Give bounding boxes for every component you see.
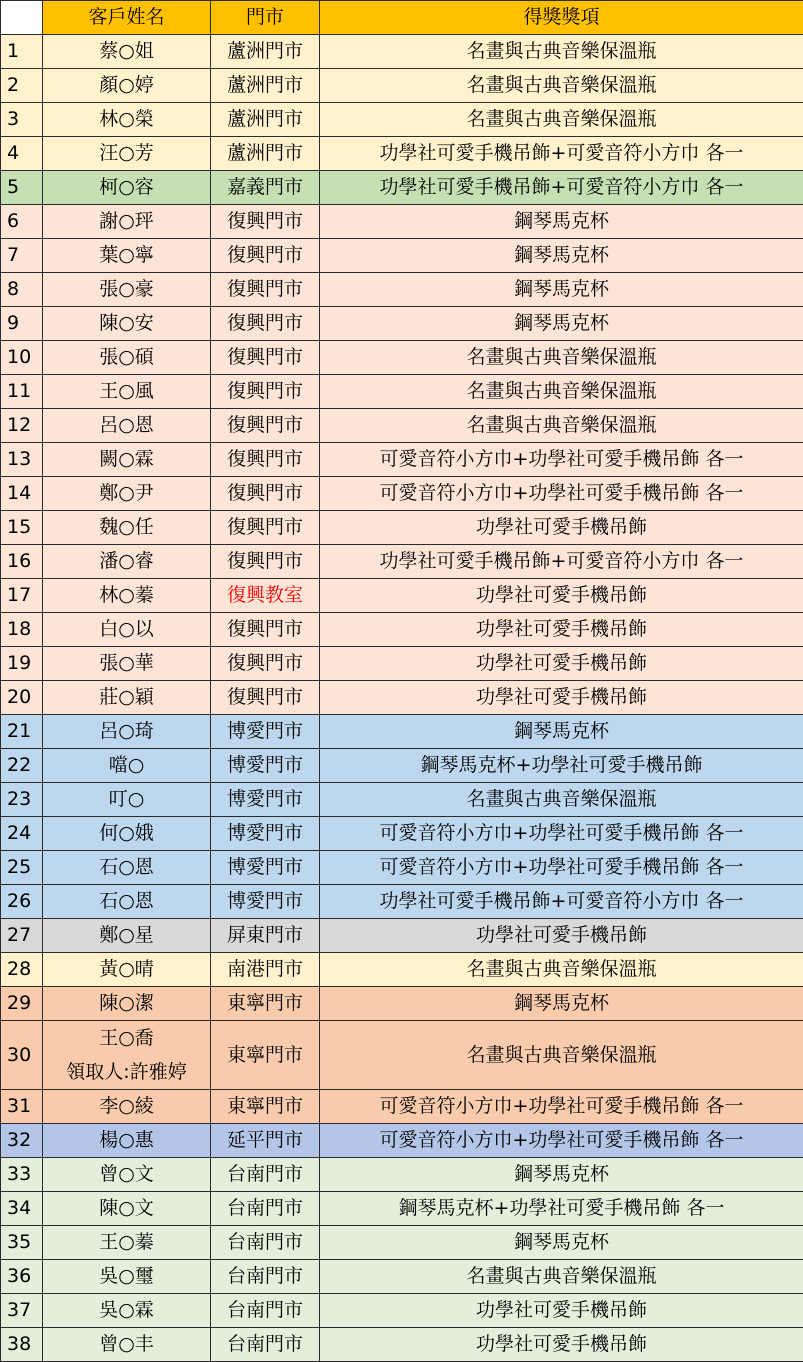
header-prize: 得獎獎項 [320, 1, 803, 35]
customer-name: 何○娥 [43, 817, 211, 851]
table-row [1, 1124, 803, 1158]
table-row [1, 545, 803, 579]
customer-name: 顏○婷 [43, 69, 211, 103]
store-name: 復興門市 [211, 239, 320, 273]
table-row [1, 851, 803, 885]
prize-name: 鋼琴馬克杯 [320, 1158, 803, 1192]
customer-name: 柯○容 [43, 171, 211, 205]
prize-name: 鋼琴馬克杯 [320, 239, 803, 273]
prize-name: 功學社可愛手機吊飾 [320, 511, 803, 545]
table-row [1, 987, 803, 1021]
prize-name: 鋼琴馬克杯 [320, 307, 803, 341]
store-name: 復興門市 [211, 205, 320, 239]
row-number: 11 [1, 375, 43, 409]
row-number: 2 [1, 69, 43, 103]
prize-name: 功學社可愛手機吊飾+可愛音符小方巾 各一 [320, 545, 803, 579]
store-name: 嘉義門市 [211, 171, 320, 205]
row-number: 3 [1, 103, 43, 137]
table-row [1, 341, 803, 375]
row-number: 1 [1, 35, 43, 69]
store-name: 復興門市 [211, 307, 320, 341]
prize-name: 名畫與古典音樂保溫瓶 [320, 783, 803, 817]
row-number: 31 [1, 1090, 43, 1124]
prize-name: 功學社可愛手機吊飾 [320, 613, 803, 647]
table-row [1, 69, 803, 103]
row-number: 7 [1, 239, 43, 273]
prize-name: 鋼琴馬克杯+功學社可愛手機吊飾 各一 [320, 1192, 803, 1226]
customer-name: 李○綾 [43, 1090, 211, 1124]
prize-name: 名畫與古典音樂保溫瓶 [320, 341, 803, 375]
customer-name: 曾○丰 [43, 1328, 211, 1362]
prize-name: 功學社可愛手機吊飾 [320, 1328, 803, 1362]
customer-name: 魏○任 [43, 511, 211, 545]
table-row [1, 239, 803, 273]
customer-name: 吳○霖 [43, 1294, 211, 1328]
row-number: 24 [1, 817, 43, 851]
table-row [1, 273, 803, 307]
customer-name: 張○碩 [43, 341, 211, 375]
table-row [1, 409, 803, 443]
prize-name: 功學社可愛手機吊飾 [320, 681, 803, 715]
header-row [1, 1, 803, 35]
prize-name: 鋼琴馬克杯 [320, 715, 803, 749]
store-name: 復興門市 [211, 613, 320, 647]
customer-name: 呂○恩 [43, 409, 211, 443]
prize-name: 名畫與古典音樂保溫瓶 [320, 409, 803, 443]
customer-name: 王○風 [43, 375, 211, 409]
table-row [1, 1021, 803, 1090]
customer-name: 陳○潔 [43, 987, 211, 1021]
store-name: 復興門市 [211, 375, 320, 409]
store-name: 復興門市 [211, 545, 320, 579]
store-name: 蘆洲門市 [211, 35, 320, 69]
row-number: 16 [1, 545, 43, 579]
row-number: 34 [1, 1192, 43, 1226]
store-name: 蘆洲門市 [211, 69, 320, 103]
row-number: 33 [1, 1158, 43, 1192]
row-number: 23 [1, 783, 43, 817]
table-row [1, 647, 803, 681]
customer-name: 陳○文 [43, 1192, 211, 1226]
row-number: 25 [1, 851, 43, 885]
row-number: 12 [1, 409, 43, 443]
row-number: 17 [1, 579, 43, 613]
prize-name: 鋼琴馬克杯 [320, 273, 803, 307]
customer-name: 石○恩 [43, 885, 211, 919]
prize-name: 可愛音符小方巾+功學社可愛手機吊飾 各一 [320, 851, 803, 885]
customer-name: 石○恩 [43, 851, 211, 885]
store-name: 復興門市 [211, 647, 320, 681]
winners-table-body [1, 35, 803, 1362]
store-name: 博愛門市 [211, 715, 320, 749]
customer-name: 楊○惠 [43, 1124, 211, 1158]
table-row [1, 1294, 803, 1328]
store-name: 復興門市 [211, 681, 320, 715]
prize-name: 可愛音符小方巾+功學社可愛手機吊飾 各一 [320, 443, 803, 477]
row-number: 6 [1, 205, 43, 239]
row-number: 21 [1, 715, 43, 749]
store-name: 復興門市 [211, 477, 320, 511]
row-number: 4 [1, 137, 43, 171]
row-number: 37 [1, 1294, 43, 1328]
store-name: 台南門市 [211, 1260, 320, 1294]
store-name: 延平門市 [211, 1124, 320, 1158]
table-row [1, 375, 803, 409]
table-row [1, 137, 803, 171]
customer-name-line: 王○喬 [43, 1021, 210, 1055]
prize-name: 名畫與古典音樂保溫瓶 [320, 953, 803, 987]
prize-name: 鋼琴馬克杯+功學社可愛手機吊飾 [320, 749, 803, 783]
prize-name: 功學社可愛手機吊飾+可愛音符小方巾 各一 [320, 137, 803, 171]
table-row [1, 511, 803, 545]
row-number: 28 [1, 953, 43, 987]
table-row [1, 307, 803, 341]
row-number: 15 [1, 511, 43, 545]
customer-name: 林○蓁 [43, 579, 211, 613]
customer-name: 張○華 [43, 647, 211, 681]
row-number: 20 [1, 681, 43, 715]
prize-name: 可愛音符小方巾+功學社可愛手機吊飾 各一 [320, 1090, 803, 1124]
prize-name: 功學社可愛手機吊飾 [320, 1294, 803, 1328]
row-number: 9 [1, 307, 43, 341]
table-row [1, 579, 803, 613]
prize-name: 鋼琴馬克杯 [320, 205, 803, 239]
customer-name [43, 1021, 211, 1090]
table-row [1, 35, 803, 69]
table-row [1, 919, 803, 953]
row-number: 29 [1, 987, 43, 1021]
store-name: 台南門市 [211, 1226, 320, 1260]
table-row [1, 885, 803, 919]
store-name: 博愛門市 [211, 783, 320, 817]
row-number: 10 [1, 341, 43, 375]
store-name: 博愛門市 [211, 817, 320, 851]
store-name: 東寧門市 [211, 1021, 320, 1090]
prize-name: 名畫與古典音樂保溫瓶 [320, 1021, 803, 1090]
table-row [1, 1226, 803, 1260]
store-name: 博愛門市 [211, 851, 320, 885]
prize-name: 名畫與古典音樂保溫瓶 [320, 103, 803, 137]
table-row [1, 1260, 803, 1294]
customer-name: 黃○晴 [43, 953, 211, 987]
row-number: 19 [1, 647, 43, 681]
customer-name: 噹○ [43, 749, 211, 783]
customer-name: 蔡○姐 [43, 35, 211, 69]
row-number: 35 [1, 1226, 43, 1260]
customer-name: 葉○寧 [43, 239, 211, 273]
row-number: 38 [1, 1328, 43, 1362]
store-name: 東寧門市 [211, 987, 320, 1021]
store-name: 東寧門市 [211, 1090, 320, 1124]
customer-name: 汪○芳 [43, 137, 211, 171]
store-name: 復興門市 [211, 409, 320, 443]
row-number: 13 [1, 443, 43, 477]
customer-name: 鄭○尹 [43, 477, 211, 511]
customer-name: 叮○ [43, 783, 211, 817]
table-row [1, 749, 803, 783]
store-name: 復興門市 [211, 273, 320, 307]
header-store: 門市 [211, 1, 320, 35]
store-name: 博愛門市 [211, 885, 320, 919]
customer-name: 莊○穎 [43, 681, 211, 715]
row-number: 26 [1, 885, 43, 919]
table-row [1, 681, 803, 715]
table-row [1, 783, 803, 817]
customer-name: 謝○玶 [43, 205, 211, 239]
table-row [1, 715, 803, 749]
pickup-person-line: 領取人:許雅婷 [43, 1055, 210, 1089]
store-name: 復興門市 [211, 511, 320, 545]
table-row [1, 953, 803, 987]
row-number: 18 [1, 613, 43, 647]
customer-name: 王○蓁 [43, 1226, 211, 1260]
table-row [1, 443, 803, 477]
store-name: 台南門市 [211, 1158, 320, 1192]
prize-name: 鋼琴馬克杯 [320, 1226, 803, 1260]
customer-name: 潘○睿 [43, 545, 211, 579]
row-number: 30 [1, 1021, 43, 1090]
store-name: 復興門市 [211, 443, 320, 477]
prize-name: 功學社可愛手機吊飾 [320, 919, 803, 953]
row-number: 22 [1, 749, 43, 783]
table-row [1, 1090, 803, 1124]
table-row [1, 477, 803, 511]
table-row [1, 103, 803, 137]
prize-name: 可愛音符小方巾+功學社可愛手機吊飾 各一 [320, 477, 803, 511]
table-row [1, 1192, 803, 1226]
table-row [1, 171, 803, 205]
prize-name: 鋼琴馬克杯 [320, 987, 803, 1021]
prize-name: 功學社可愛手機吊飾 [320, 647, 803, 681]
store-name: 屏東門市 [211, 919, 320, 953]
row-number: 8 [1, 273, 43, 307]
customer-name: 曾○文 [43, 1158, 211, 1192]
prize-name: 可愛音符小方巾+功學社可愛手機吊飾 各一 [320, 817, 803, 851]
row-number: 27 [1, 919, 43, 953]
row-number: 32 [1, 1124, 43, 1158]
table-row [1, 817, 803, 851]
customer-name: 吳○璽 [43, 1260, 211, 1294]
customer-name: 林○榮 [43, 103, 211, 137]
customer-name: 鄭○星 [43, 919, 211, 953]
prize-name: 名畫與古典音樂保溫瓶 [320, 375, 803, 409]
store-name: 復興門市 [211, 341, 320, 375]
store-name: 蘆洲門市 [211, 103, 320, 137]
header-customer-name: 客戶姓名 [43, 1, 211, 35]
store-name: 南港門市 [211, 953, 320, 987]
customer-name: 闕○霖 [43, 443, 211, 477]
prize-name: 功學社可愛手機吊飾+可愛音符小方巾 各一 [320, 885, 803, 919]
customer-name: 呂○琦 [43, 715, 211, 749]
store-name: 復興教室 [211, 579, 320, 613]
store-name: 台南門市 [211, 1328, 320, 1362]
prize-name: 名畫與古典音樂保溫瓶 [320, 1260, 803, 1294]
prize-name: 可愛音符小方巾+功學社可愛手機吊飾 各一 [320, 1124, 803, 1158]
table-row [1, 613, 803, 647]
store-name: 台南門市 [211, 1192, 320, 1226]
customer-name: 張○豪 [43, 273, 211, 307]
customer-name: 白○以 [43, 613, 211, 647]
table-row [1, 205, 803, 239]
prize-name: 名畫與古典音樂保溫瓶 [320, 69, 803, 103]
table-row [1, 1328, 803, 1362]
row-number: 5 [1, 171, 43, 205]
row-number: 14 [1, 477, 43, 511]
row-number: 36 [1, 1260, 43, 1294]
prize-name: 名畫與古典音樂保溫瓶 [320, 35, 803, 69]
store-name: 蘆洲門市 [211, 137, 320, 171]
store-name: 台南門市 [211, 1294, 320, 1328]
store-name: 博愛門市 [211, 749, 320, 783]
prize-name: 功學社可愛手機吊飾+可愛音符小方巾 各一 [320, 171, 803, 205]
header-corner-cell [1, 1, 43, 35]
prize-name: 功學社可愛手機吊飾 [320, 579, 803, 613]
customer-name: 陳○安 [43, 307, 211, 341]
table-row [1, 1158, 803, 1192]
